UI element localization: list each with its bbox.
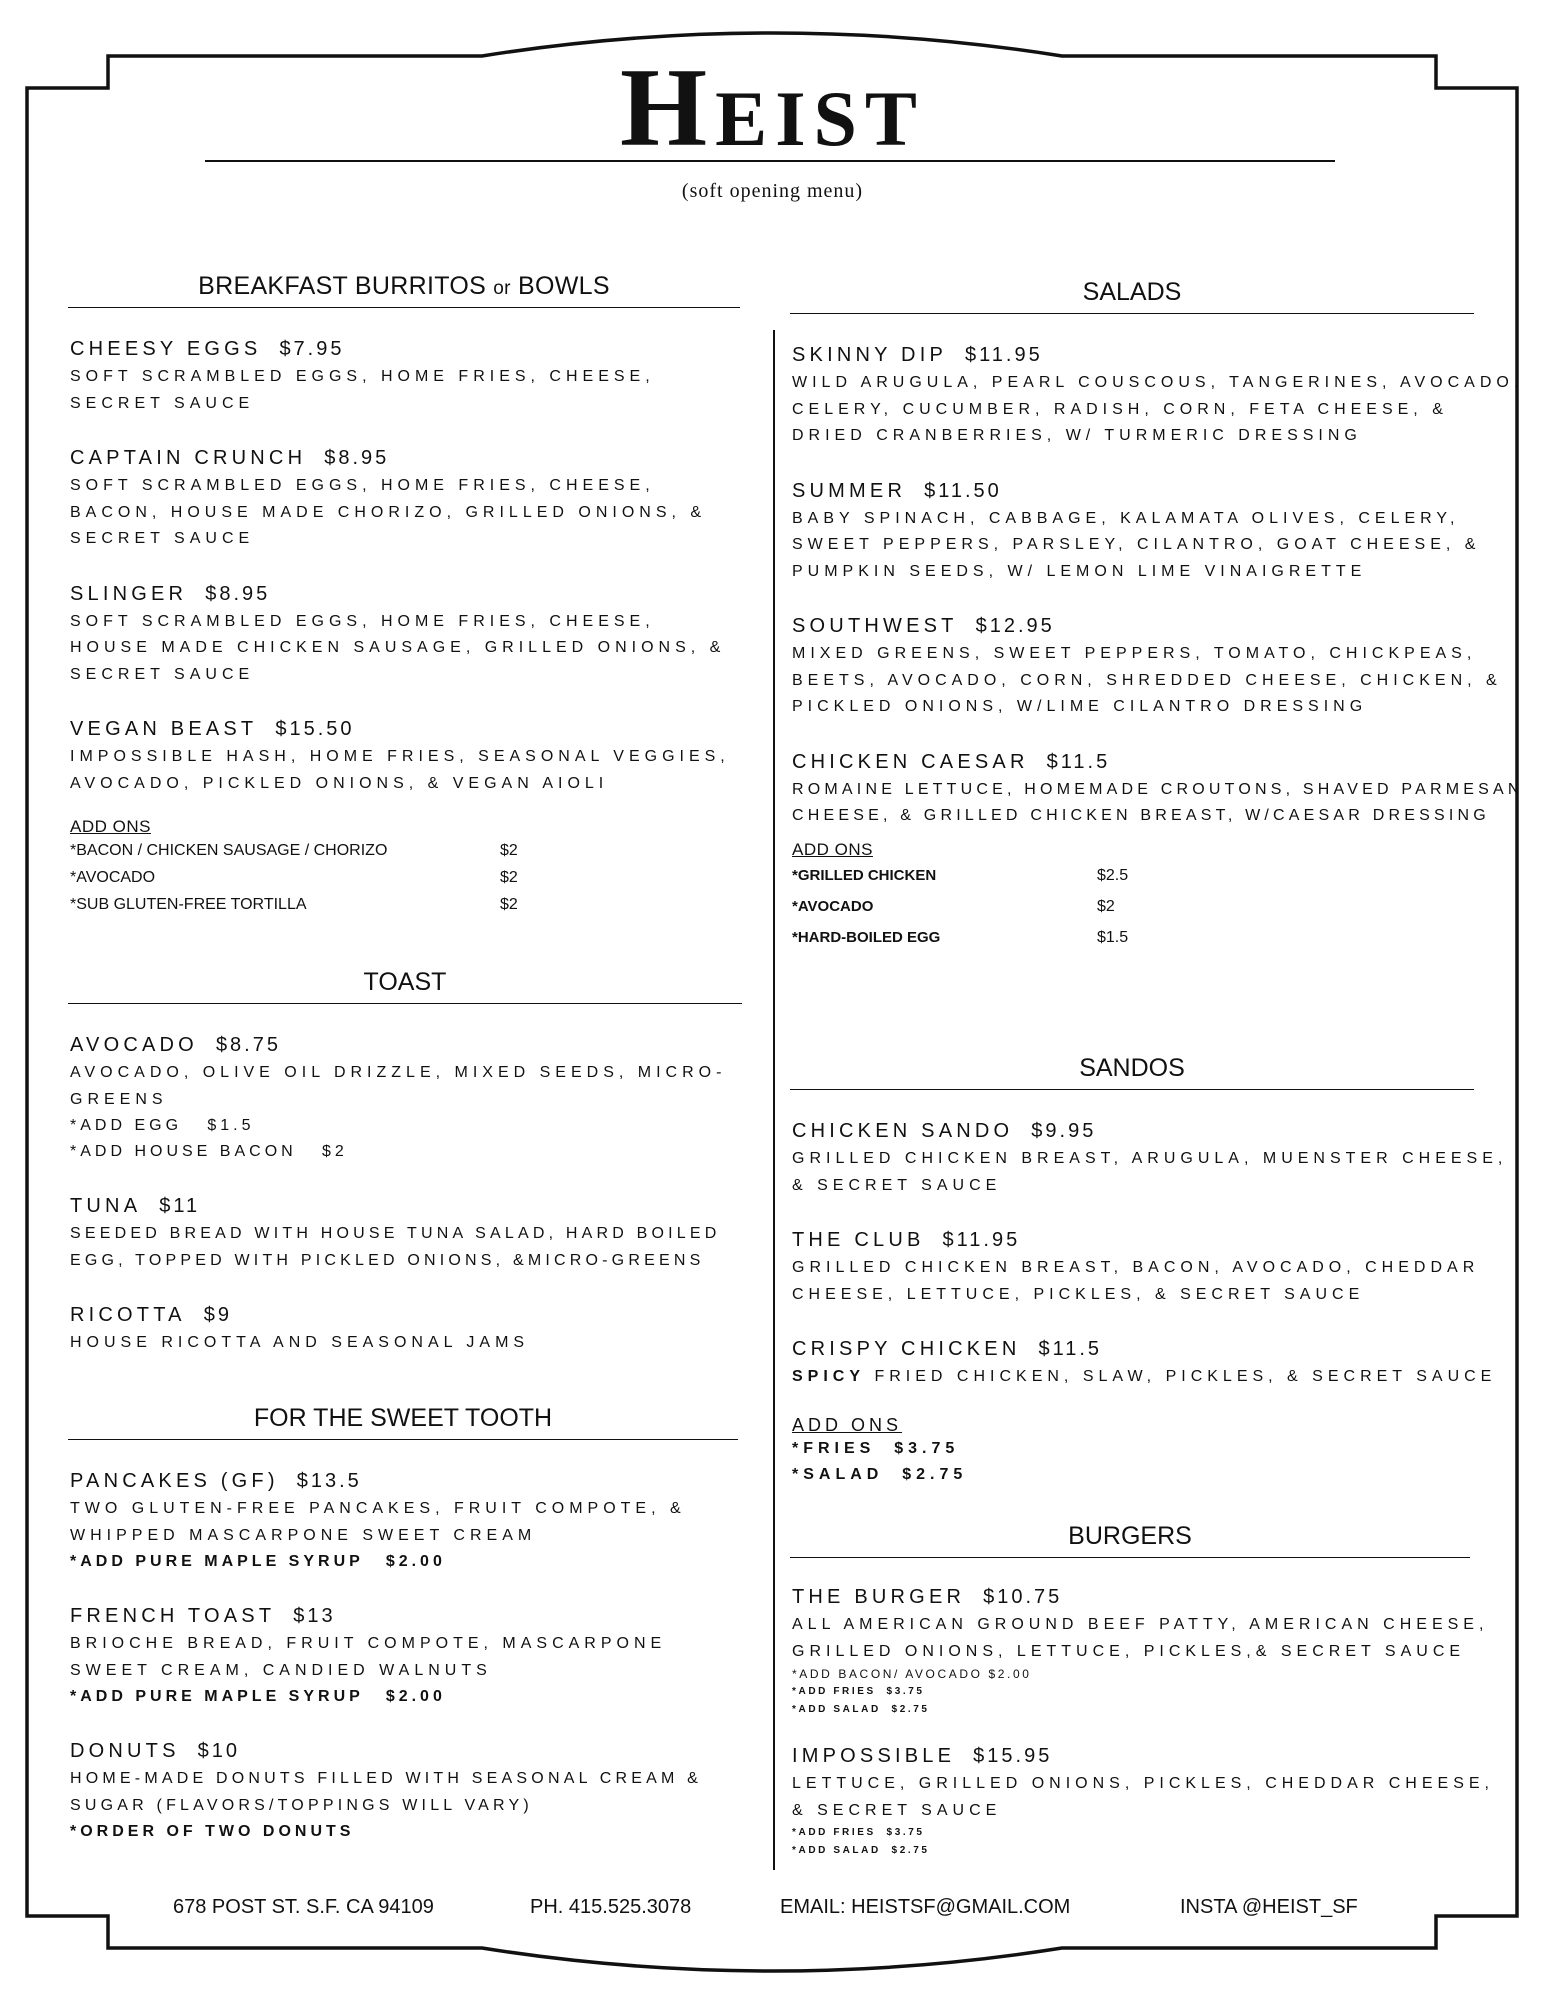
item-name: CRISPY CHICKEN: [792, 1338, 1021, 1360]
item-name: CHICKEN CAESAR: [792, 750, 1029, 773]
item-price: $15.50: [275, 718, 355, 740]
item-description: SEEDED BREAD WITH HOUSE TUNA SALAD, HARD BOILED EGG, TOPPED WITH PICKLED ONIONS, &MICRO-GREENS: [70, 1225, 721, 1269]
item-note: *ADD FRIES $3.75: [792, 1827, 925, 1838]
burgers-heading: BURGERS: [790, 1522, 1470, 1558]
item-description: SOFT SCRAMBLED EGGS, HOME FRIES, CHEESE, SECRET SAUCE: [70, 368, 655, 412]
item-description: MIXED GREENS, SWEET PEPPERS, TOMATO, CHICKPEAS, BEETS, AVOCADO, CORN, SHREDDED CHEESE, CHICKEN, & PICKLED ONIONS, W/LIME CILANTRO DRESSING: [792, 645, 1502, 715]
restaurant-title: Heist: [620, 46, 925, 170]
menu-item: [792, 1118, 1512, 1199]
item-description: AVOCADO, OLIVE OIL DRIZZLE, MIXED SEEDS, MICRO-GREENS: [70, 1064, 727, 1108]
spicy-label: SPICY: [792, 1368, 866, 1385]
column-divider: [773, 330, 775, 1870]
sweet-section: [68, 1404, 738, 1845]
item-price: $11.5: [1038, 1338, 1103, 1360]
item-name: DONUTS: [70, 1740, 180, 1762]
menu-item: [70, 1032, 742, 1165]
menu-item: [792, 478, 1527, 586]
item-price: $11: [159, 1195, 201, 1217]
addon-label: *SUB GLUTEN-FREE TORTILLA: [70, 896, 307, 913]
toast-section: [68, 968, 742, 1357]
item-description: HOUSE RICOTTA AND SEASONAL JAMS: [70, 1334, 530, 1351]
item-price: $8.95: [205, 582, 271, 605]
addon-price: $2: [500, 869, 518, 886]
addon-price: $1.5: [1097, 928, 1129, 946]
item-price: $15.95: [973, 1745, 1053, 1767]
addons-heading: ADD ONS: [70, 817, 151, 836]
item-name: PANCAKES (GF): [70, 1470, 279, 1492]
item-name: SLINGER: [70, 582, 188, 605]
item-name: TUNA: [70, 1195, 142, 1217]
addon-price: $2: [1097, 897, 1115, 915]
item-note: *ADD BACON/ AVOCADO $2.00: [792, 1667, 1032, 1681]
menu-item: [70, 1193, 742, 1274]
item-description: SPICY FRIED CHICKEN, SLAW, PICKLES, & SECRET SAUCE: [792, 1368, 1497, 1385]
menu-item: [792, 613, 1527, 721]
addon-label: *AVOCADO: [792, 897, 874, 915]
item-name: FRENCH TOAST: [70, 1605, 276, 1627]
item-description: HOME-MADE DONUTS FILLED WITH SEASONAL CREAM & SUGAR (FLAVORS/TOPPINGS WILL VARY): [70, 1770, 703, 1814]
menu-item: [70, 716, 740, 797]
item-name: THE CLUB: [792, 1229, 925, 1251]
salads-section: [790, 278, 1524, 953]
footer-phone: PH. 415.525.3078: [530, 1896, 692, 1918]
toast-heading: TOAST: [68, 968, 742, 1004]
addon-label: *BACON / CHICKEN SAUSAGE / CHORIZO: [70, 842, 388, 859]
item-price: $11.95: [965, 344, 1043, 366]
menu-item: [70, 1302, 742, 1357]
item-description: BRIOCHE BREAD, FRUIT COMPOTE, MASCARPONE SWEET CREAM, CANDIED WALNUTS: [70, 1635, 667, 1679]
menu-item: [70, 336, 740, 417]
item-note: *ADD SALAD $2.75: [792, 1704, 930, 1715]
item-note: *ADD HOUSE BACON $2: [70, 1143, 348, 1160]
addon-label: *GRILLED CHICKEN: [792, 866, 937, 884]
item-name: CAPTAIN CRUNCH: [70, 447, 307, 469]
addons-heading: ADD ONS: [792, 839, 873, 859]
item-name: IMPOSSIBLE: [792, 1745, 956, 1767]
item-note: *ADD PURE MAPLE SYRUP $2.00: [70, 1688, 446, 1705]
item-description: SOFT SCRAMBLED EGGS, HOME FRIES, CHEESE, BACON, HOUSE MADE CHORIZO, GRILLED ONIONS, & SECRET SAUCE: [70, 477, 707, 547]
breakfast-heading: BREAKFAST BURRITOS or BOWLS: [68, 272, 740, 308]
salads-heading: SALADS: [790, 278, 1474, 314]
item-description: GRILLED CHICKEN BREAST, ARUGULA, MUENSTER CHEESE, & SECRET SAUCE: [792, 1150, 1508, 1194]
item-price: $9: [203, 1304, 232, 1326]
addon-row: *FRIES $3.75: [792, 1439, 960, 1457]
addon-row: [792, 891, 1527, 922]
footer-address: 678 POST ST. S.F. CA 94109: [173, 1896, 434, 1918]
item-description: LETTUCE, GRILLED ONIONS, PICKLES, CHEDDAR CHEESE, & SECRET SAUCE: [792, 1775, 1494, 1819]
item-price: $11.95: [942, 1229, 1021, 1251]
addon-price: $2.5: [1097, 866, 1129, 884]
footer-instagram[interactable]: INSTA @HEIST_SF: [1180, 1896, 1358, 1918]
menu-item: [792, 1227, 1512, 1308]
addon-row: [70, 864, 740, 891]
addon-row: [792, 860, 1527, 891]
menu-item: [792, 749, 1527, 830]
addon-row: [70, 837, 740, 864]
item-description: BABY SPINACH, CABBAGE, KALAMATA OLIVES, CELERY, SWEET PEPPERS, PARSLEY, CILANTRO, GOAT CHEESE, & PUMPKIN SEEDS, W/ LEMON LIME VINAIGRETTE: [792, 509, 1481, 580]
item-description: TWO GLUTEN-FREE PANCAKES, FRUIT COMPOTE, & WHIPPED MASCARPONE SWEET CREAM: [70, 1500, 686, 1544]
title-rule: [205, 160, 1335, 162]
item-note: *ORDER OF TWO DONUTS: [70, 1823, 355, 1840]
item-price: $11.50: [924, 479, 1002, 502]
item-name: CHICKEN SANDO: [792, 1120, 1014, 1142]
item-price: $8.95: [324, 447, 390, 469]
item-note: *ADD EGG $1.5: [70, 1117, 255, 1134]
addon-row: *SALAD $2.75: [792, 1465, 968, 1483]
menu-item: [792, 1336, 1512, 1391]
item-name: SOUTHWEST: [792, 615, 958, 637]
menu-subtitle: (soft opening menu): [681, 180, 864, 202]
addons-heading: ADD ONS: [792, 1414, 903, 1435]
item-description: ROMAINE LETTUCE, HOMEMADE CROUTONS, SHAVED PARMESAN CHEESE, & GRILLED CHICKEN BREAST, W/CAESAR DRESSING: [792, 780, 1524, 824]
addon-price: $2: [500, 842, 518, 859]
item-price: $12.95: [975, 615, 1055, 637]
item-name: RICOTTA: [70, 1304, 186, 1326]
item-description: GRILLED CHICKEN BREAST, BACON, AVOCADO, CHEDDAR CHEESE, LETTUCE, PICKLES, & SECRET SAUCE: [792, 1259, 1480, 1303]
breakfast-section: [68, 272, 740, 918]
item-name: THE BURGER: [792, 1586, 966, 1608]
item-price: $8.75: [215, 1034, 281, 1056]
menu-item: [70, 1738, 738, 1845]
sandos-heading: SANDOS: [790, 1054, 1474, 1090]
menu-item: [70, 1468, 738, 1575]
item-note: *ADD PURE MAPLE SYRUP $2.00: [70, 1553, 446, 1570]
addon-price: $2: [500, 896, 518, 913]
menu-item: [792, 1584, 1512, 1719]
item-price: $9.95: [1031, 1120, 1097, 1142]
sandos-section: [790, 1054, 1508, 1488]
item-price: $10.75: [983, 1586, 1063, 1608]
sweet-heading: FOR THE SWEET TOOTH: [68, 1404, 738, 1440]
item-price: $13: [293, 1605, 336, 1627]
addon-label: *AVOCADO: [70, 869, 156, 886]
item-name: AVOCADO: [70, 1034, 198, 1056]
item-name: SUMMER: [792, 479, 907, 502]
item-price: $10: [197, 1740, 241, 1762]
item-note: *ADD SALAD $2.75: [792, 1845, 930, 1856]
footer-email[interactable]: EMAIL: HEISTSF@GMAIL.COM: [780, 1896, 1071, 1918]
menu-item: [792, 1743, 1512, 1860]
menu-item: [70, 445, 740, 553]
item-description: WILD ARUGULA, PEARL COUSCOUS, TANGERINES, AVOCADO, CELERY, CUCUMBER, RADISH, CORN, FETA CHEESE, & DRIED CRANBERRIES, W/ TURMERIC DRESSING: [792, 374, 1524, 444]
addon-label: *HARD-BOILED EGG: [792, 928, 941, 946]
item-description: ALL AMERICAN GROUND BEEF PATTY, AMERICAN CHEESE, GRILLED ONIONS, LETTUCE, PICKLES,& SECRET SAUCE: [792, 1616, 1489, 1660]
item-description: IMPOSSIBLE HASH, HOME FRIES, SEASONAL VEGGIES, AVOCADO, PICKLED ONIONS, & VEGAN AIOLI: [70, 748, 730, 792]
item-name: SKINNY DIP: [792, 344, 947, 366]
item-price: $13.5: [296, 1470, 362, 1492]
menu-item: [70, 581, 740, 689]
menu-item: [70, 1603, 738, 1710]
menu-item: [792, 342, 1527, 450]
item-name: CHEESY EGGS: [70, 338, 262, 360]
item-price: $7.95: [279, 338, 345, 360]
addon-row: [792, 922, 1527, 953]
item-note: *ADD FRIES $3.75: [792, 1686, 925, 1697]
item-description: SOFT SCRAMBLED EGGS, HOME FRIES, CHEESE, HOUSE MADE CHICKEN SAUSAGE, GRILLED ONIONS, & SECRET SAUCE: [70, 612, 726, 683]
addon-row: [70, 891, 740, 918]
burgers-section: [790, 1522, 1494, 1860]
item-price: $11.5: [1046, 750, 1111, 773]
item-name: VEGAN BEAST: [70, 718, 258, 740]
